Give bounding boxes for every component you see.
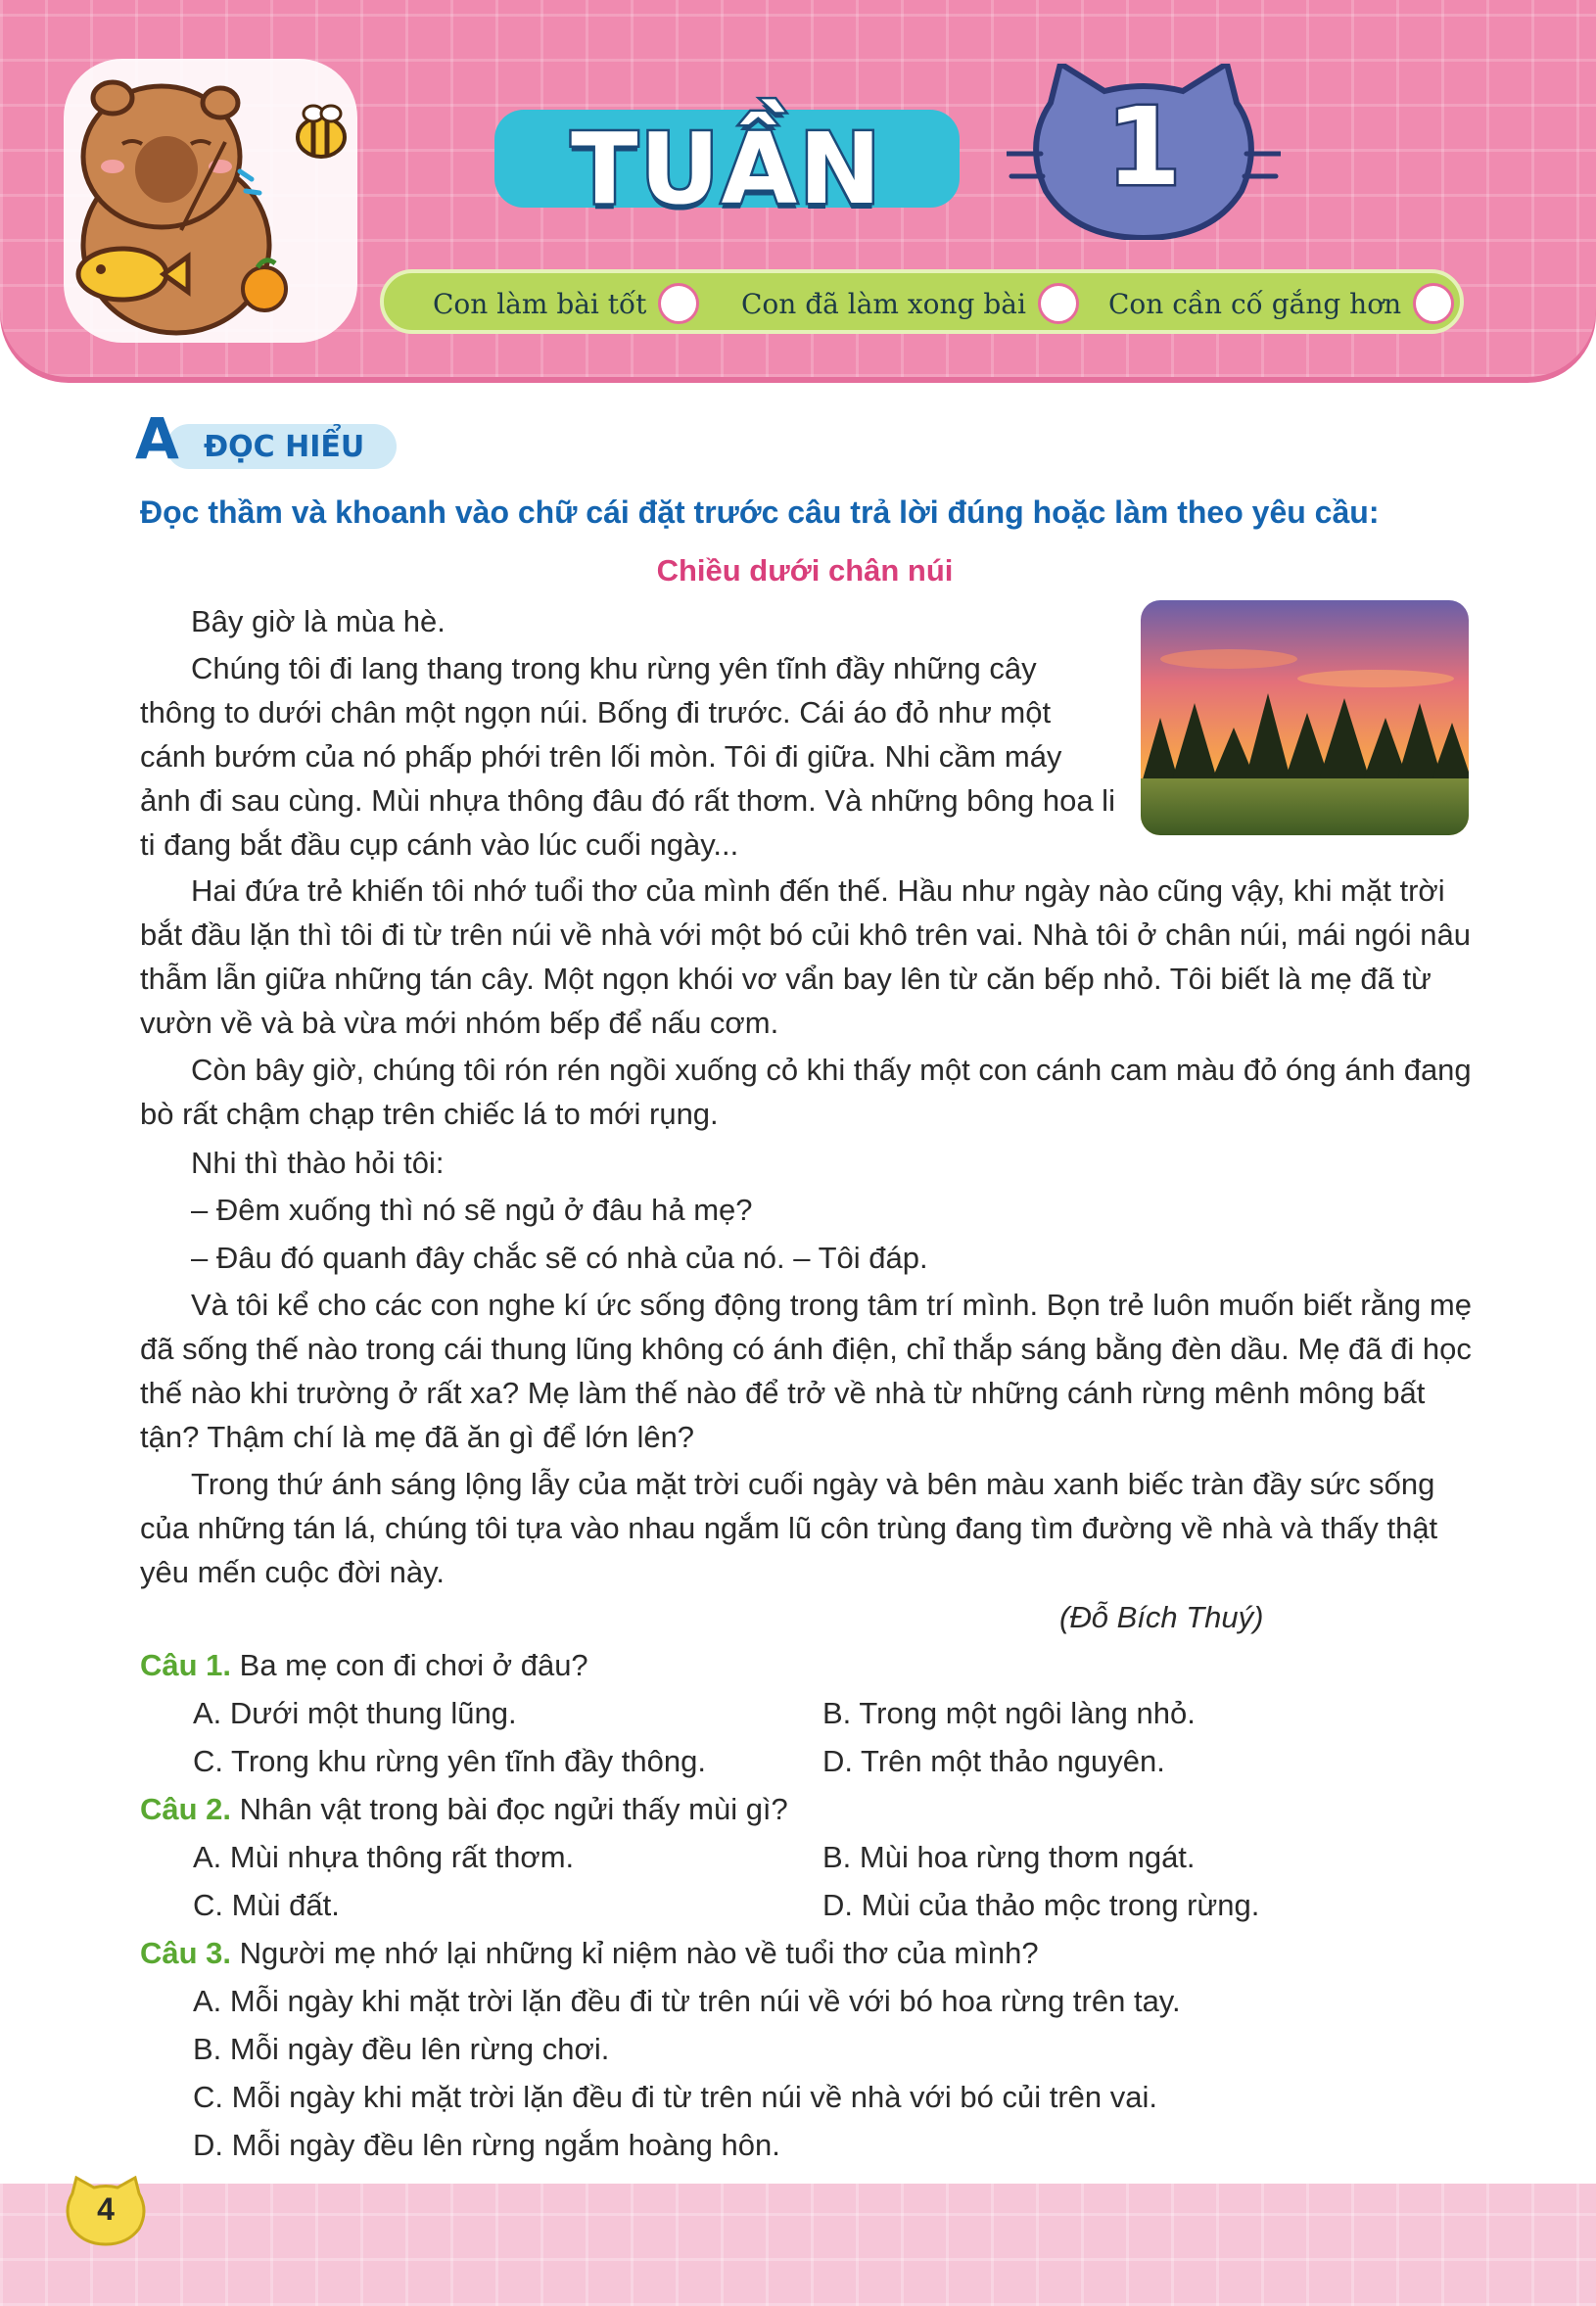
answer-option[interactable]: B. Mỗi ngày đều lên rừng chơi. (193, 2032, 610, 2066)
story-paragraph: Còn bây giờ, chúng tôi rón rén ngồi xuống cỏ khi thấy một con cánh cam màu đỏ óng ánh đang bò rất chậm chạp trên chiếc lá to mới rụng. (140, 1053, 1472, 1131)
story-paragraph: Bây giờ là mùa hè. (191, 604, 446, 638)
page-number: 4 (97, 2191, 115, 2227)
story-paragraph: Và tôi kể cho các con nghe kí ức sống động trong tâm trí mình. Bọn trẻ luôn muốn biết rằng mẹ đã sống thế nào trong cái thung lũng không có ánh điện, chỉ thắp sáng bằng đèn dầu. Mẹ đã đi học thế nào khi trường ở rất xa? Mẹ làm thế nào để trở về nhà từ những cánh rừng mênh mông bất tận? Thậm chí là mẹ đã ăn gì để lớn lên? (140, 1288, 1472, 1454)
answer-option[interactable]: D. Trên một thảo nguyên. (822, 1744, 1165, 1778)
answer-option[interactable]: D. Mỗi ngày đều lên rừng ngắm hoàng hôn. (193, 2128, 780, 2162)
question-text: Người mẹ nhớ lại những kỉ niệm nào về tuổi thơ của mình? (239, 1936, 1039, 1970)
question-text: Ba mẹ con đi chơi ở đâu? (239, 1648, 588, 1682)
eval-label: Con đã làm xong bài (741, 287, 1026, 320)
self-evaluation-bar (380, 269, 1464, 334)
answer-option[interactable]: C. Trong khu rừng yên tĩnh đầy thông. (193, 1744, 706, 1778)
instruction-text: Đọc thầm và khoanh vào chữ cái đặt trước câu trả lời đúng hoặc làm theo yêu cầu: (140, 494, 1380, 530)
eval-checkbox[interactable] (1038, 283, 1079, 324)
question-number: Câu 3. (140, 1936, 232, 1970)
eval-option-done[interactable] (741, 283, 1079, 324)
question-1 (140, 1648, 588, 1683)
question-3 (140, 1936, 1039, 1971)
answer-option[interactable]: A. Mỗi ngày khi mặt trời lặn đều đi từ trên núi về với bó hoa rừng trên tay. (193, 1984, 1181, 2018)
story-paragraph: Trong thứ ánh sáng lộng lẫy của mặt trời cuối ngày và bên màu xanh biếc tràn đầy sức sống của những tán lá, chúng tôi tựa vào nhau ngắm lũ côn trùng đang tìm đường về nhà và thấy thật yêu mến cuộc đời này. (140, 1467, 1438, 1589)
story-paragraph: – Đâu đó quanh đây chắc sẽ có nhà của nó. – Tôi đáp. (191, 1241, 928, 1275)
forest-sunset-image (1141, 600, 1469, 835)
answer-option[interactable]: A. Dưới một thung lũng. (193, 1696, 517, 1730)
eval-option-good[interactable] (433, 283, 699, 324)
story-paragraph: Nhi thì thào hỏi tôi: (191, 1146, 445, 1180)
question-number: Câu 1. (140, 1648, 232, 1682)
eval-checkbox[interactable] (658, 283, 699, 324)
answer-option[interactable]: B. Mùi hoa rừng thơm ngát. (822, 1840, 1196, 1874)
answer-option[interactable]: D. Mùi của thảo mộc trong rừng. (822, 1888, 1260, 1922)
question-text: Nhân vật trong bài đọc ngửi thấy mùi gì? (239, 1792, 788, 1826)
answer-option[interactable]: B. Trong một ngôi làng nhỏ. (822, 1696, 1196, 1730)
week-label-pill (494, 110, 960, 226)
question-number: Câu 2. (140, 1792, 232, 1826)
answer-option[interactable]: A. Mùi nhựa thông rất thơm. (193, 1840, 575, 1874)
page-footer (0, 2184, 1596, 2306)
story-title: Chiều dưới chân núi (656, 553, 954, 588)
story-paragraph: – Đêm xuống thì nó sẽ ngủ ở đâu hả mẹ? (191, 1193, 753, 1227)
section-title: ĐỌC HIỂU (204, 430, 365, 464)
story-paragraph: Chúng tôi đi lang thang trong khu rừng yên tĩnh đầy những cây thông to dưới chân một ngọn núi. Bống đi trước. Cái áo đỏ như một cánh bướm của nó phấp phới trên lối mòn. Tôi đi giữa. Nhi cầm máy ảnh đi sau cùng. Mùi nhựa thông đâu đó rất thơm. Và những bông hoa li ti đang bắt đầu cụp cánh vào lúc cuối ngày... (140, 651, 1115, 862)
story-author: (Đỗ Bích Thuý) (1059, 1600, 1264, 1634)
section-letter: A (135, 405, 179, 472)
answer-option[interactable]: C. Mỗi ngày khi mặt trời lặn đều đi từ trên núi về nhà với bó củi trên vai. (193, 2080, 1157, 2114)
answer-option[interactable]: C. Mùi đất. (193, 1888, 340, 1922)
week-label: TUẦN (571, 112, 883, 226)
bee-icon (284, 98, 357, 171)
eval-label: Con cần cố gắng hơn (1108, 287, 1402, 320)
eval-label: Con làm bài tốt (433, 287, 647, 320)
week-number: 1 (1105, 84, 1182, 210)
eval-option-try-harder[interactable] (1108, 283, 1454, 324)
question-2 (140, 1792, 788, 1827)
story-paragraph: Hai đứa trẻ khiến tôi nhớ tuổi thơ của mình đến thế. Hầu như ngày nào cũng vậy, khi mặt trời bắt đầu lặn thì tôi đi từ trên núi về nhà với một bó củi khô trên vai. Nhà tôi ở chân núi, mái ngói nâu thẫm lẫn giữa những tán cây. Một ngọn khói vơ vẩn bay lên từ căn bếp nhỏ. Tôi biết là mẹ đã từ vườn về và bà vừa mới nhóm bếp để nấu cơm. (140, 873, 1472, 1040)
eval-checkbox[interactable] (1413, 283, 1454, 324)
